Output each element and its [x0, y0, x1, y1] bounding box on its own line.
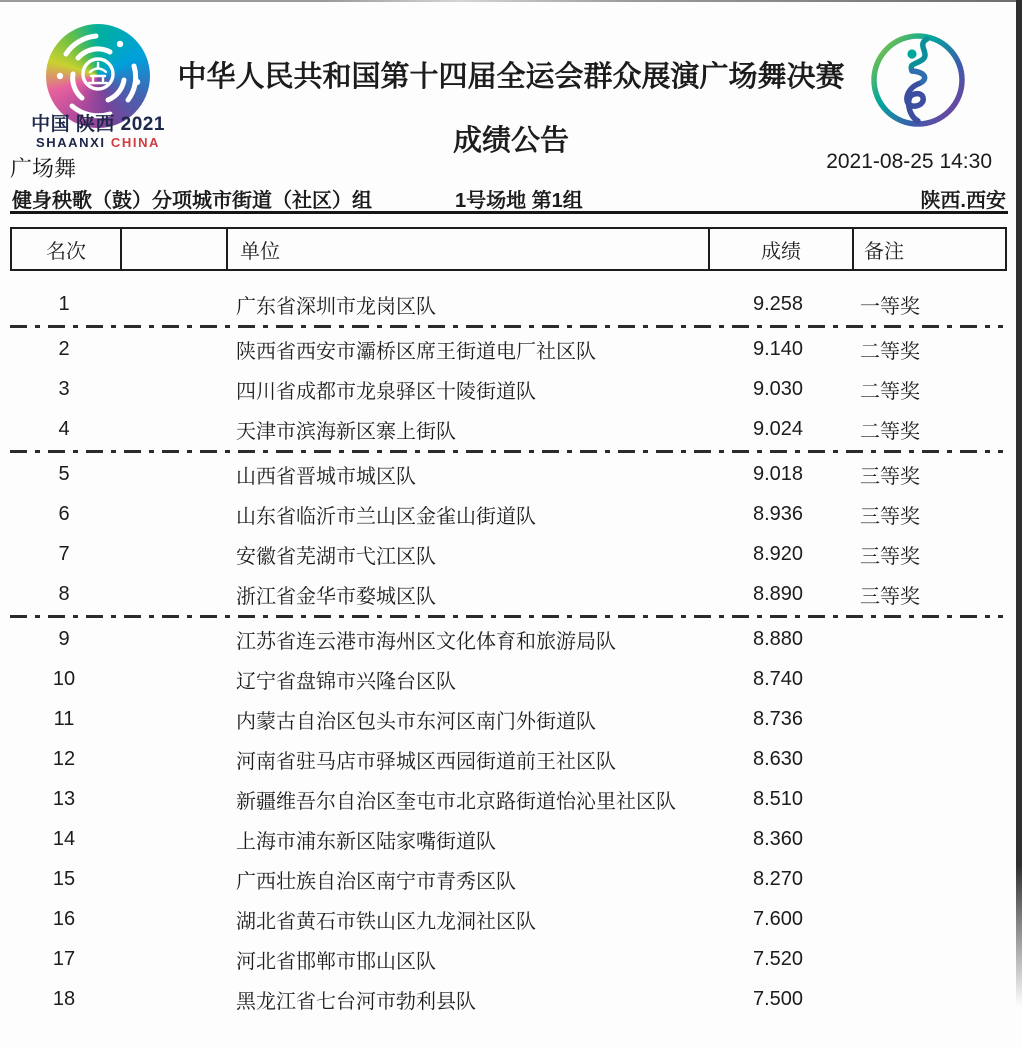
row-rank: 8	[58, 582, 70, 605]
table-row	[10, 899, 1003, 939]
row-remark: 三等奖	[860, 465, 920, 488]
row-score: 8.920	[752, 542, 804, 565]
row-score: 9.018	[752, 462, 804, 485]
col-header-remark: 备注	[852, 229, 1005, 269]
row-rank: 2	[58, 337, 70, 360]
location-label: 陕西.西安	[920, 190, 1006, 212]
row-score: 8.890	[752, 582, 804, 605]
row-unit: 广西壮族自治区南宁市青秀区队	[236, 870, 516, 893]
table-row	[10, 494, 1003, 534]
table-body	[10, 284, 1003, 1019]
scan-top-edge	[0, 0, 1022, 2]
row-score: 8.880	[752, 627, 804, 650]
report-datetime: 2021-08-25 14:30	[826, 150, 992, 173]
row-unit: 浙江省金华市婺城区队	[236, 585, 436, 608]
row-rank: 3	[58, 377, 70, 400]
table-row	[10, 619, 1003, 659]
row-rank: 4	[58, 417, 70, 440]
row-remark: 一等奖	[860, 295, 920, 318]
col-header-rank: 名次	[46, 240, 86, 263]
row-unit: 安徽省芜湖市弋江区队	[236, 545, 436, 568]
row-remark: 二等奖	[860, 420, 920, 443]
row-score: 8.270	[752, 867, 804, 890]
table-row	[10, 659, 1003, 699]
row-rank: 1	[58, 292, 70, 315]
table-row	[10, 979, 1003, 1019]
row-unit: 山东省临沂市兰山区金雀山街道队	[236, 505, 536, 528]
award-group-separator	[10, 325, 1003, 328]
row-rank: 16	[52, 907, 76, 930]
row-score: 7.500	[752, 987, 804, 1010]
table-row	[10, 534, 1003, 574]
row-rank: 9	[58, 627, 70, 650]
row-rank: 5	[58, 462, 70, 485]
title-block	[130, 54, 892, 159]
row-rank: 12	[52, 747, 76, 770]
row-rank: 14	[52, 827, 76, 850]
table-row	[10, 329, 1003, 369]
row-unit: 江苏省连云港市海州区文化体育和旅游局队	[236, 630, 616, 653]
row-score: 8.630	[752, 747, 804, 770]
brand-cn-text: 中国 陕西 2021	[31, 114, 165, 135]
table-row	[10, 284, 1003, 324]
venue-group-label: 1号场地 第1组	[455, 190, 583, 212]
row-rank: 17	[52, 947, 76, 970]
row-rank: 6	[58, 502, 70, 525]
row-unit: 河北省邯郸市邯山区队	[236, 950, 436, 973]
row-score: 7.520	[752, 947, 804, 970]
row-rank: 18	[52, 987, 76, 1010]
row-score: 9.030	[752, 377, 804, 400]
brand-shaanxi-text: SHAANXI	[35, 134, 106, 150]
row-score: 8.360	[752, 827, 804, 850]
row-unit: 辽宁省盘锦市兴隆台区队	[236, 670, 456, 693]
row-rank: 15	[52, 867, 76, 890]
award-group-separator	[10, 615, 1003, 618]
row-unit: 内蒙古自治区包头市东河区南门外街道队	[236, 710, 596, 733]
row-score: 9.258	[752, 292, 804, 315]
table-row	[10, 739, 1003, 779]
row-unit: 山西省晋城市城区队	[236, 465, 416, 488]
row-unit: 河南省驻马店市驿城区西园街道前王社区队	[236, 750, 616, 773]
table-row	[10, 574, 1003, 614]
row-remark: 三等奖	[860, 585, 920, 608]
row-score: 8.510	[752, 787, 804, 810]
scan-right-edge	[1016, 0, 1022, 1006]
row-remark: 三等奖	[860, 505, 920, 528]
table-row	[10, 369, 1003, 409]
table-row	[10, 454, 1003, 494]
info-bar	[10, 184, 1008, 214]
table-row	[10, 819, 1003, 859]
row-unit: 天津市滨海新区寨上街队	[236, 420, 456, 443]
row-remark: 二等奖	[860, 340, 920, 363]
row-score: 8.740	[752, 667, 804, 690]
row-unit: 新疆维吾尔自治区奎屯市北京路街道怡沁里社区队	[236, 790, 676, 813]
table-row	[10, 779, 1003, 819]
row-score: 8.936	[752, 502, 804, 525]
page-title: 中华人民共和国第十四届全运会群众展演广场舞决赛	[177, 61, 845, 93]
row-rank: 10	[52, 667, 76, 690]
row-remark: 三等奖	[860, 545, 920, 568]
row-unit: 湖北省黄石市铁山区九龙洞社区队	[236, 910, 536, 933]
row-score: 9.140	[752, 337, 804, 360]
table-row	[10, 939, 1003, 979]
table-row	[10, 699, 1003, 739]
page-subtitle: 成绩公告	[452, 125, 569, 157]
row-score: 8.736	[752, 707, 804, 730]
table-header-row	[10, 227, 1007, 271]
row-unit: 广东省深圳市龙岗区队	[236, 295, 436, 318]
col-header-score: 成绩	[708, 229, 852, 269]
col-header-blank	[120, 229, 226, 269]
award-group-separator	[10, 450, 1003, 453]
row-rank: 7	[58, 542, 70, 565]
row-unit: 黑龙江省七台河市勃利县队	[236, 990, 476, 1013]
table-row	[10, 859, 1003, 899]
row-score: 7.600	[752, 907, 804, 930]
col-header-unit: 单位	[226, 229, 708, 269]
row-remark: 二等奖	[860, 380, 920, 403]
table-row	[10, 409, 1003, 449]
event-label: 广场舞	[10, 156, 77, 181]
row-unit: 四川省成都市龙泉驿区十陵街道队	[236, 380, 536, 403]
brand-china-text: CHINA	[110, 134, 161, 150]
row-unit: 上海市浦东新区陆家嘴街道队	[236, 830, 496, 853]
row-rank: 13	[52, 787, 76, 810]
dancer-figure-logo-icon	[866, 28, 970, 132]
row-score: 9.024	[752, 417, 804, 440]
event-group-label: 健身秧歌（鼓）分项城市街道（社区）组	[12, 190, 372, 212]
row-unit: 陕西省西安市灞桥区席王街道电厂社区队	[236, 340, 596, 363]
row-rank: 11	[53, 707, 75, 730]
